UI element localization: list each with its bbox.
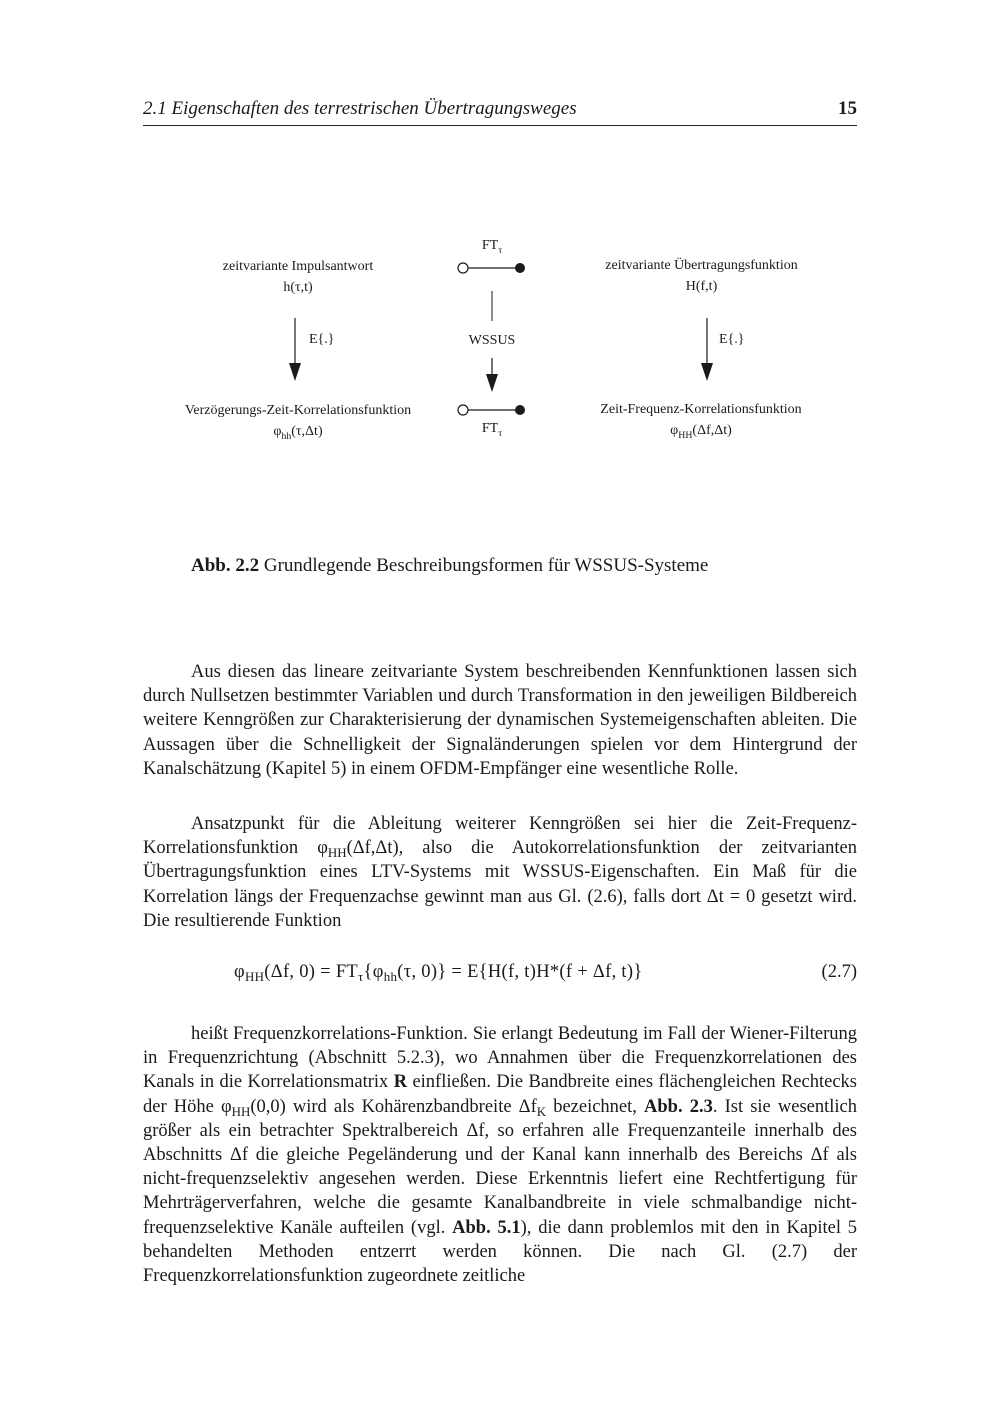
page-number: 15 <box>838 98 857 119</box>
paragraph-3-text <box>143 1022 857 1288</box>
eq-phi-sub: HH <box>244 969 265 984</box>
p2-text-a: Ansatzpunkt für die Ableitung weiterer Kenngrößen sei hier die Zeit-Frequenz-Korrelationsfunktion <box>143 814 857 859</box>
p3-phi-sub: HH <box>231 1103 251 1119</box>
label-delay-time-correlation <box>171 400 425 442</box>
filled-circle-top <box>515 263 525 273</box>
p3-text-e: . Ist sie wesentlich größer als ein betrachter Spektralbereich Δf, so erfahren alle Frequenzanteile innerhalb des Abschnitts Δf die gleiche Pegeländerung und der Kanal kann innerhalb des Bereichs Δf als nicht-frequenzselektiv angesehen werden. Diese Erkenntnis liefert eine Rechtfertigung für Mehrträgerverfahren, welche die gesamte Kanalbandbreite in viele schmalbandige nicht-frequenzselektive Kanäle aufteilen (vgl. <box>143 1096 857 1238</box>
figure-caption-label: Abb. 2.2 <box>191 555 260 576</box>
label-delay-time-line2 <box>171 421 425 442</box>
ft-bottom-sub: τ <box>498 428 503 439</box>
p2-text-b: (Δf,Δt), also die Autokorrelationsfunktion der zeitvarianten Übertragungsfunktion eines LTV-Systems mit WSSUS-Eigenschaften. Ein Maß für die Korrelation längs der Frequenzachse gewinnt man aus Gl. (2.6), falls dort Δt = 0 gesetzt wird. Die resultierende Funktion <box>143 838 857 931</box>
eq-part3: (τ, 0)} = E{H(f, t)H*(f + Δf, t)} <box>397 962 643 982</box>
label-time-frequency-correlation <box>581 399 821 441</box>
p3-matrix-r: R <box>393 1072 408 1093</box>
equation-number: (2.7) <box>821 962 857 982</box>
p3-text-b: einfließen. Die Bandbreite eines flächengleichen Rechtecks der Höhe <box>143 1072 857 1117</box>
p3-phi: φ <box>220 1096 232 1117</box>
center-arrow-head <box>486 374 498 392</box>
phi-HH-symbol: φ <box>670 423 679 438</box>
arrow-right-head <box>701 363 713 381</box>
ft-top-main: FT <box>481 238 499 253</box>
p3-k-sub: K <box>536 1103 547 1119</box>
eq-part2: {φ <box>363 962 384 982</box>
open-circle-top <box>458 263 468 273</box>
wssus-diagram <box>143 225 857 455</box>
label-time-frequency-line1: Zeit-Frequenz-Korrelationsfunktion <box>600 402 802 417</box>
p3-text-f: ), die dann problemlos mit den in Kapitel 5 behandelten Methoden entzerrt werden können. Die nach Gl. (2.7) der Frequenzkorrelationsfunktion zugeordnete zeitliche <box>143 1217 857 1287</box>
phi-hh-symbol: φ <box>273 424 282 439</box>
ft-top-sub: τ <box>498 245 503 256</box>
phi-hh-sub: hh <box>281 431 292 442</box>
label-wssus: WSSUS <box>468 333 516 348</box>
label-ft-top <box>471 235 513 256</box>
p3-figure-ref-2-3[interactable]: Abb. 2.3 <box>644 1096 713 1117</box>
paragraph-1-text: Aus diesen das lineare zeitvariante System beschreibenden Kennfunktionen lassen sich durch Nullsetzen bestimmter Variablen und durch Transformation in den jeweiligen Bildbereich weitere Kenngrößen zur Charakterisierung der dynamischen Systemeigenschaften ableiten. Die Aussagen über die Schnelligkeit der Signaländerungen spielen vor dem Hintergrund der Kanalschätzung (Kapitel 5) in einem OFDM-Empfänger eine wesentliche Rolle. <box>143 662 857 779</box>
label-transfer-function-line1: zeitvariante Übertragungsfunktion <box>605 258 798 273</box>
p3-text-c: (0,0) wird als Kohärenzbandbreite Δf <box>250 1096 537 1117</box>
p3-text-a: heißt Frequenzkorrelations-Funktion. Sie erlangt Bedeutung im Fall der Wiener-Filterung in Frequenzrichtung (Abschnitt 5.2.3), wo Annahmen über die Frequenzkorrelationen des Kanals in die Korrelationsmatrix <box>143 1024 857 1093</box>
equation-body <box>234 962 643 983</box>
label-expect-left: E{.} <box>309 332 335 347</box>
filled-circle-bottom <box>515 405 525 415</box>
p3-figure-ref-5-1[interactable]: Abb. 5.1 <box>452 1217 521 1238</box>
paragraph-2-text <box>143 812 857 933</box>
running-header <box>143 98 857 126</box>
label-delay-time-line1: Verzögerungs-Zeit-Korrelationsfunktion <box>184 403 412 418</box>
eq-phi: φ <box>234 962 245 982</box>
label-transfer-function <box>579 255 824 297</box>
eq-ft-sub: τ <box>358 969 364 984</box>
paragraph-1 <box>143 660 857 781</box>
eq-inner-sub: hh <box>383 969 398 984</box>
label-ft-bottom <box>471 418 513 439</box>
phi-HH-sub: HH <box>678 430 693 441</box>
label-impulse-response-line1: zeitvariante Impulsantwort <box>222 259 374 274</box>
figure-caption-text: Grundlegende Beschreibungsformen für WSSUS-Systeme <box>259 555 709 576</box>
label-expect-right: E{.} <box>719 332 745 347</box>
paragraph-2 <box>143 812 857 933</box>
ft-bottom-main: FT <box>481 421 499 436</box>
equation-2-7 <box>143 962 857 990</box>
label-impulse-response <box>183 256 413 298</box>
label-transfer-function-line2: H(f,t) <box>685 279 718 294</box>
eq-part1: (Δf, 0) = FT <box>264 962 359 982</box>
p3-text-d: bezeichnet, <box>546 1096 645 1117</box>
running-header-title: 2.1 Eigenschaften des terrestrischen Übertragungsweges <box>143 98 577 119</box>
paragraph-3 <box>143 1022 857 1288</box>
p2-phi: φ <box>317 838 328 859</box>
phi-hh-args: (τ,Δt) <box>291 424 323 439</box>
open-circle-bottom <box>458 405 468 415</box>
label-time-frequency-line2 <box>581 420 821 441</box>
phi-HH-args: (Δf,Δt) <box>692 423 732 438</box>
arrow-left-head <box>289 363 301 381</box>
label-impulse-response-line2: h(τ,t) <box>283 280 313 295</box>
p2-phi-sub: HH <box>327 845 347 861</box>
